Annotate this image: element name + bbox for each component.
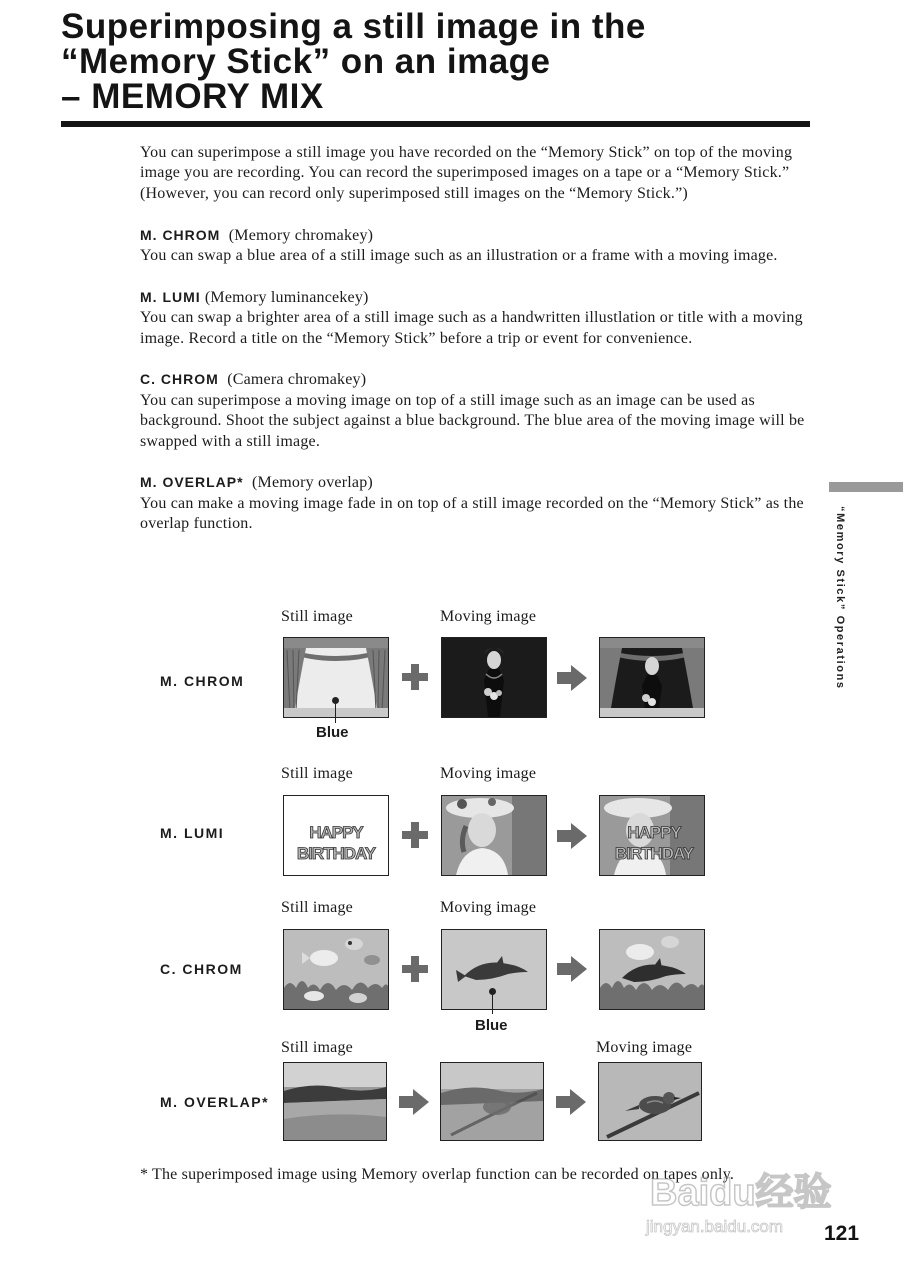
still-image-caption: Still image (281, 608, 353, 625)
watermark-line-2: jingyan.baidu.com (646, 1217, 784, 1236)
still-image-caption: Still image (281, 765, 353, 782)
mode-name: (Memory overlap) (251, 474, 373, 492)
page-number: 121 (824, 1222, 860, 1245)
row-label-m-lumi: M. LUMI (160, 825, 225, 841)
mode-term: M. OVERLAP* (140, 474, 244, 491)
title-line-2: “Memory Stick” on an image (61, 42, 551, 81)
blue-label: Blue (316, 724, 349, 741)
mode-name: (Camera chromakey) (227, 371, 367, 389)
happy-birthday-title-image (283, 795, 389, 876)
mode-term: M. CHROM (140, 226, 221, 243)
section-tab (829, 482, 903, 492)
curtain-frame-image (283, 637, 389, 718)
still-image-caption: Still image (281, 1039, 353, 1056)
blue-leader-line (335, 703, 336, 723)
mode-name: (Memory chromakey) (228, 226, 374, 244)
girl-moving-image (441, 795, 547, 876)
plus-icon (402, 956, 428, 982)
cchrom-result-image (599, 929, 705, 1010)
blue-leader-line (492, 994, 493, 1014)
still-image-caption: Still image (281, 899, 353, 916)
mode-m-overlap (140, 472, 808, 534)
overlap-transition-image (440, 1062, 544, 1141)
birthday-text: BIRTHDAY (296, 844, 376, 863)
happy-overlay-text: HAPPY (627, 823, 681, 842)
mode-desc: You can superimpose a moving image on top of a still image such as an image can be used as background. Shoot the subject against a blue background. The blue area of the moving image will be swapped with a still image. (140, 391, 805, 450)
arrow-right-icon (399, 1089, 429, 1115)
mode-desc: You can swap a blue area of a still image such as an illustration or a frame with a moving image. (140, 247, 778, 265)
woman-moving-image (441, 637, 547, 718)
arrow-right-icon (557, 956, 587, 982)
landscape-still-image (283, 1062, 387, 1141)
mode-term: M. LUMI (140, 288, 201, 305)
mode-term: C. CHROM (140, 371, 219, 388)
dolphin-moving-image (441, 929, 547, 1010)
moving-image-caption: Moving image (440, 765, 537, 782)
mode-name: (Memory luminancekey) (204, 288, 369, 306)
mode-desc: You can make a moving image fade in on top of a still image recorded on the “Memory Stick” as the overlap function. (140, 494, 804, 533)
plus-icon (402, 822, 428, 848)
mode-m-lumi (140, 287, 808, 349)
chrom-result-image (599, 637, 705, 718)
underwater-still-image (283, 929, 389, 1010)
row-label-m-overlap: M. OVERLAP* (160, 1094, 270, 1110)
title-line-3: – MEMORY MIX (61, 77, 324, 116)
mode-c-chrom (140, 369, 808, 452)
body-text (140, 143, 808, 555)
title-line-1: Superimposing a still image in the (61, 7, 646, 46)
bird-moving-image (598, 1062, 702, 1141)
moving-image-caption: Moving image (596, 1039, 693, 1056)
intro-paragraph: You can superimpose a still image you have recorded on the “Memory Stick” on top of the moving image you are recording. You can record the superimposed images on a tape or a “Memory Stick.” (However, you can record only superimposed still images on the “Memory Stick.”) (140, 144, 793, 202)
moving-image-caption: Moving image (440, 608, 537, 625)
baidu-watermark-logo (640, 1150, 850, 1240)
moving-image-caption: Moving image (440, 899, 537, 916)
page-title (61, 9, 821, 114)
watermark-line-1: Baidu经验 (650, 1172, 832, 1214)
arrow-right-icon (556, 1089, 586, 1115)
birthday-overlay-text: BIRTHDAY (614, 844, 694, 863)
happy-text: HAPPY (309, 823, 363, 842)
arrow-right-icon (557, 665, 587, 691)
row-label-m-chrom: M. CHROM (160, 673, 245, 689)
section-side-label: “Memory Stick” Operations (834, 506, 846, 690)
blue-label: Blue (475, 1017, 508, 1034)
footnote-star: * (140, 1166, 149, 1183)
footnote-text: The superimposed image using Memory overlap function can be recorded on tapes only. (152, 1166, 735, 1183)
title-rule (61, 121, 810, 127)
lumi-result-image (599, 795, 705, 876)
mode-m-chrom (140, 225, 808, 267)
plus-icon (402, 664, 428, 690)
row-label-c-chrom: C. CHROM (160, 961, 243, 977)
mode-desc: You can swap a brighter area of a still image such as a handwritten illustlation or title with a moving image. Record a title on the “Memory Stick” before a trip or event for convenience. (140, 309, 803, 347)
arrow-right-icon (557, 823, 587, 849)
